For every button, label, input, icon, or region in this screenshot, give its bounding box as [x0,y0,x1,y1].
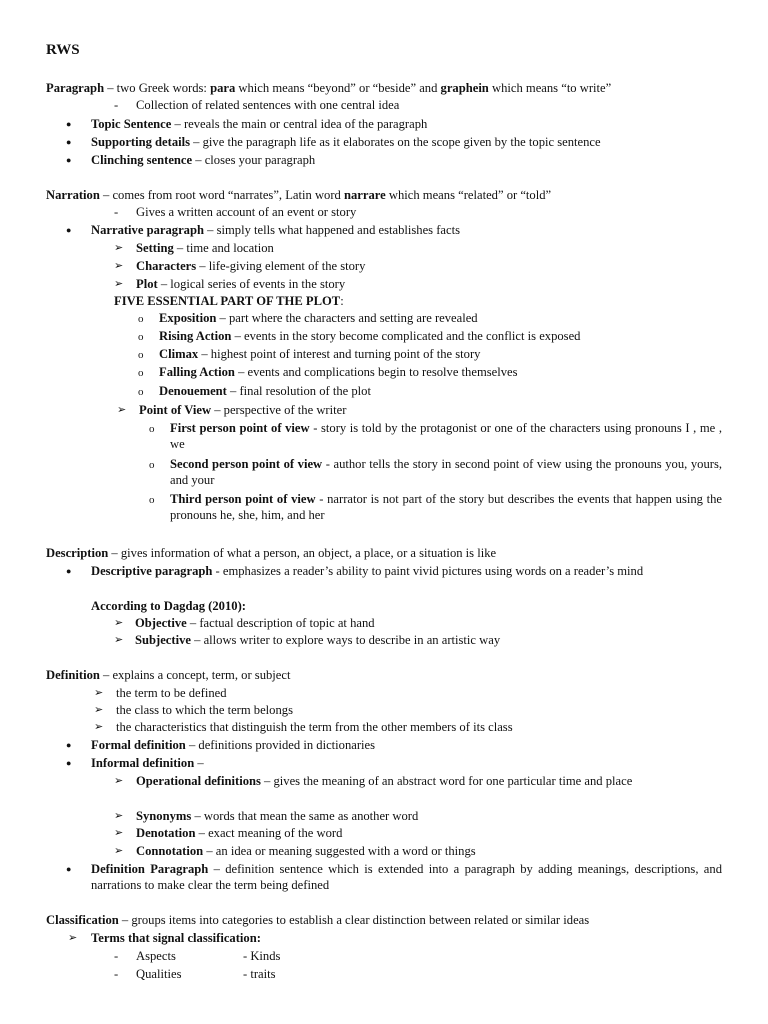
list-item: Aspects [136,949,176,963]
circle-marker: o [149,459,155,471]
list-item: Setting – time and location [136,241,274,255]
list-item: Topic Sentence – reveals the main or central idea of the paragraph [91,117,428,131]
arrow-marker: ➢ [68,932,78,944]
descriptive-paragraph: Descriptive paragraph - emphasizes a reader’s ability to paint vivid pictures using words on a reader’s mind [91,564,644,578]
circle-marker: o [149,423,155,435]
bullet-marker: ● [66,740,72,750]
list-item: Denotation – exact meaning of the word [136,826,343,840]
paragraph-definition: Paragraph – two Greek words: para which means “beyond” or “beside” and graphein which means “to write” [46,81,612,95]
narration-definition: Narration – comes from root word “narrates”, Latin word narrare which means “related” or “told” [46,188,552,202]
plot-heading: FIVE ESSENTIAL PART OF THE PLOT: [114,294,344,308]
graphein-word: graphein [440,81,489,95]
list-item: the characteristics that distinguish the term from the other members of its class [116,720,513,734]
arrow-marker: ➢ [114,617,124,629]
dash-marker: - [114,949,119,963]
arrow-marker: ➢ [114,810,124,822]
circle-marker: o [138,313,144,325]
list-item: Characters – life-giving element of the story [136,259,366,273]
paragraph-sub: Collection of related sentences with one central idea [136,98,400,112]
definition-definition: Definition – explains a concept, term, or subject [46,668,291,682]
circle-marker: o [138,349,144,361]
arrow-marker: ➢ [114,634,124,646]
arrow-marker: ➢ [94,704,104,716]
arrow-marker: ➢ [114,827,124,839]
arrow-marker: ➢ [114,845,124,857]
signal-heading: Terms that signal classification: [91,931,261,945]
page-title: RWS [46,42,80,58]
list-item: Second person point of view - author tells the story in second point of view using the pronouns you, yours, and your [170,457,722,487]
bullet-marker: ● [66,225,72,235]
arrow-marker: ➢ [94,687,104,699]
bullet-marker: ● [66,119,72,129]
circle-marker: o [138,367,144,379]
paragraph-term: Paragraph [46,81,105,95]
list-item: Connotation – an idea or meaning suggested with a word or things [136,844,476,858]
bullet-marker: ● [66,758,72,768]
list-item: Supporting details – give the paragraph life as it elaborates on the scope given by the topic sentence [91,135,601,149]
arrow-marker: ➢ [94,721,104,733]
narrative-paragraph: Narrative paragraph – simply tells what happened and establishes facts [91,223,460,237]
list-item: Climax – highest point of interest and turning point of the story [159,347,481,361]
arrow-marker: ➢ [117,404,127,416]
bullet-marker: ● [66,864,72,874]
narration-term: Narration [46,188,100,202]
point-of-view: Point of View – perspective of the writer [139,403,347,417]
list-item: Subjective – allows writer to explore ways to describe in an artistic way [135,633,501,647]
dash-marker: - [114,98,119,112]
dash-marker: - [114,967,119,981]
circle-marker: o [149,494,155,506]
list-item: Operational definitions – gives the meaning of an abstract word for one particular time and place [136,774,633,788]
circle-marker: o [138,386,144,398]
classification-definition: Classification – groups items into categories to establish a clear distinction between related or similar ideas [46,913,590,927]
list-item: - Kinds [243,949,281,963]
arrow-marker: ➢ [114,775,124,787]
list-item: Objective – factual description of topic at hand [135,616,375,630]
list-item: Synonyms – words that mean the same as another word [136,809,419,823]
arrow-marker: ➢ [114,278,124,290]
list-item: Third person point of view - narrator is not part of the story but describes the events that happen using the pronouns he, she, him, and her [170,492,722,522]
list-item: Plot – logical series of events in the story [136,277,346,291]
formal-definition: Formal definition – definitions provided in dictionaries [91,738,376,752]
list-item: - traits [243,967,276,981]
bullet-marker: ● [66,566,72,576]
list-item: First person point of view - story is told by the protagonist or one of the characters using pronouns I , me , we [170,421,722,451]
description-definition: Description – gives information of what a person, an object, a place, or a situation is like [46,546,497,560]
dash-marker: - [114,205,119,219]
bullet-marker: ● [66,155,72,165]
bullet-marker: ● [66,137,72,147]
list-item: Qualities [136,967,182,981]
list-item: Rising Action – events in the story become complicated and the conflict is exposed [159,329,581,343]
list-item: Clinching sentence – closes your paragraph [91,153,316,167]
list-item: Denouement – final resolution of the plot [159,384,371,398]
list-item: the term to be defined [116,686,227,700]
arrow-marker: ➢ [114,260,124,272]
narration-sub: Gives a written account of an event or story [136,205,357,219]
list-item: the class to which the term belongs [116,703,293,717]
according-heading: According to Dagdag (2010): [91,599,246,613]
arrow-marker: ➢ [114,242,124,254]
definition-paragraph: Definition Paragraph – definition sentence which is extended into a paragraph by adding meanings, descriptions, and narrations to make clear the term being defined [91,862,722,892]
list-item: Falling Action – events and complications begin to resolve themselves [159,365,518,379]
circle-marker: o [138,331,144,343]
informal-definition: Informal definition – [91,756,204,770]
para-word: para [210,81,236,95]
list-item: Exposition – part where the characters and setting are revealed [159,311,478,325]
